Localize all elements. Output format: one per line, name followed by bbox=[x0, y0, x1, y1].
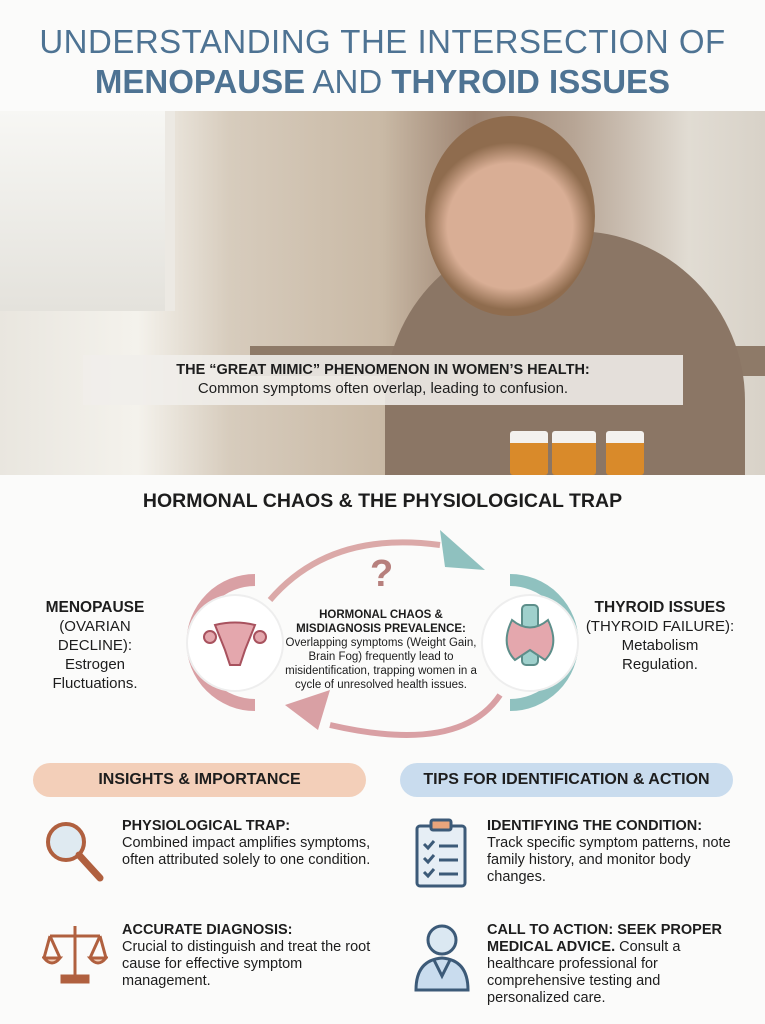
arrow-head-icon bbox=[440, 530, 485, 570]
section-title: HORMONAL CHAOS & THE PHYSIOLOGICAL TRAP bbox=[142, 490, 623, 512]
hero-photo bbox=[0, 111, 765, 475]
arrow-head-icon bbox=[285, 690, 330, 730]
insight-item: PHYSIOLOGICAL TRAP: Combined impact amplifies symptoms, often attributed solely to one condition. bbox=[122, 818, 371, 868]
tip-item: CALL TO ACTION: SEEK PROPER MEDICAL ADVICE. Consult a healthcare professional for comprehensive testing and personalized care. bbox=[487, 922, 722, 1006]
tip-item: IDENTIFYING THE CONDITION: Track specific symptom patterns, note family history, and monitor body changes. bbox=[487, 818, 731, 885]
question-mark-icon: ? bbox=[370, 553, 394, 595]
hero-caption: THE “GREAT MIMIC” PHENOMENON IN WOMEN’S HEALTH: Common symptoms often overlap, leading to confusion. bbox=[83, 355, 683, 405]
page-title: UNDERSTANDING THE INTERSECTION OF MENOPAUSE AND THYROID ISSUES bbox=[39, 23, 726, 100]
pill-bottle-icon bbox=[606, 431, 644, 475]
tips-header: TIPS FOR IDENTIFICATION & ACTION bbox=[400, 763, 733, 797]
scales-icon bbox=[42, 922, 108, 984]
thyroid-label: THYROID ISSUES (THYROID FAILURE): Metabolism Regulation. bbox=[585, 599, 735, 673]
pill-bottle-icon bbox=[552, 431, 596, 475]
insights-header: INSIGHTS & IMPORTANCE bbox=[33, 763, 366, 797]
kitchen-window bbox=[0, 111, 175, 311]
magnifier-icon bbox=[42, 818, 106, 884]
insight-item: ACCURATE DIAGNOSIS: Crucial to distinguish and treat the root cause for effective symptom management. bbox=[122, 922, 371, 989]
pill-bottle-icon bbox=[510, 431, 548, 475]
doctor-icon bbox=[412, 920, 472, 992]
menopause-label: MENOPAUSE (OVARIAN DECLINE): Estrogen Fluctuations. bbox=[45, 599, 145, 692]
clipboard-icon bbox=[414, 818, 468, 890]
center-description: HORMONAL CHAOS & MISDIAGNOSIS PREVALENCE: Overlapping symptoms (Weight Gain, Brain Fog) frequently lead to misidentification, trapping women in a cycle of unresolved health issues. bbox=[285, 609, 477, 691]
